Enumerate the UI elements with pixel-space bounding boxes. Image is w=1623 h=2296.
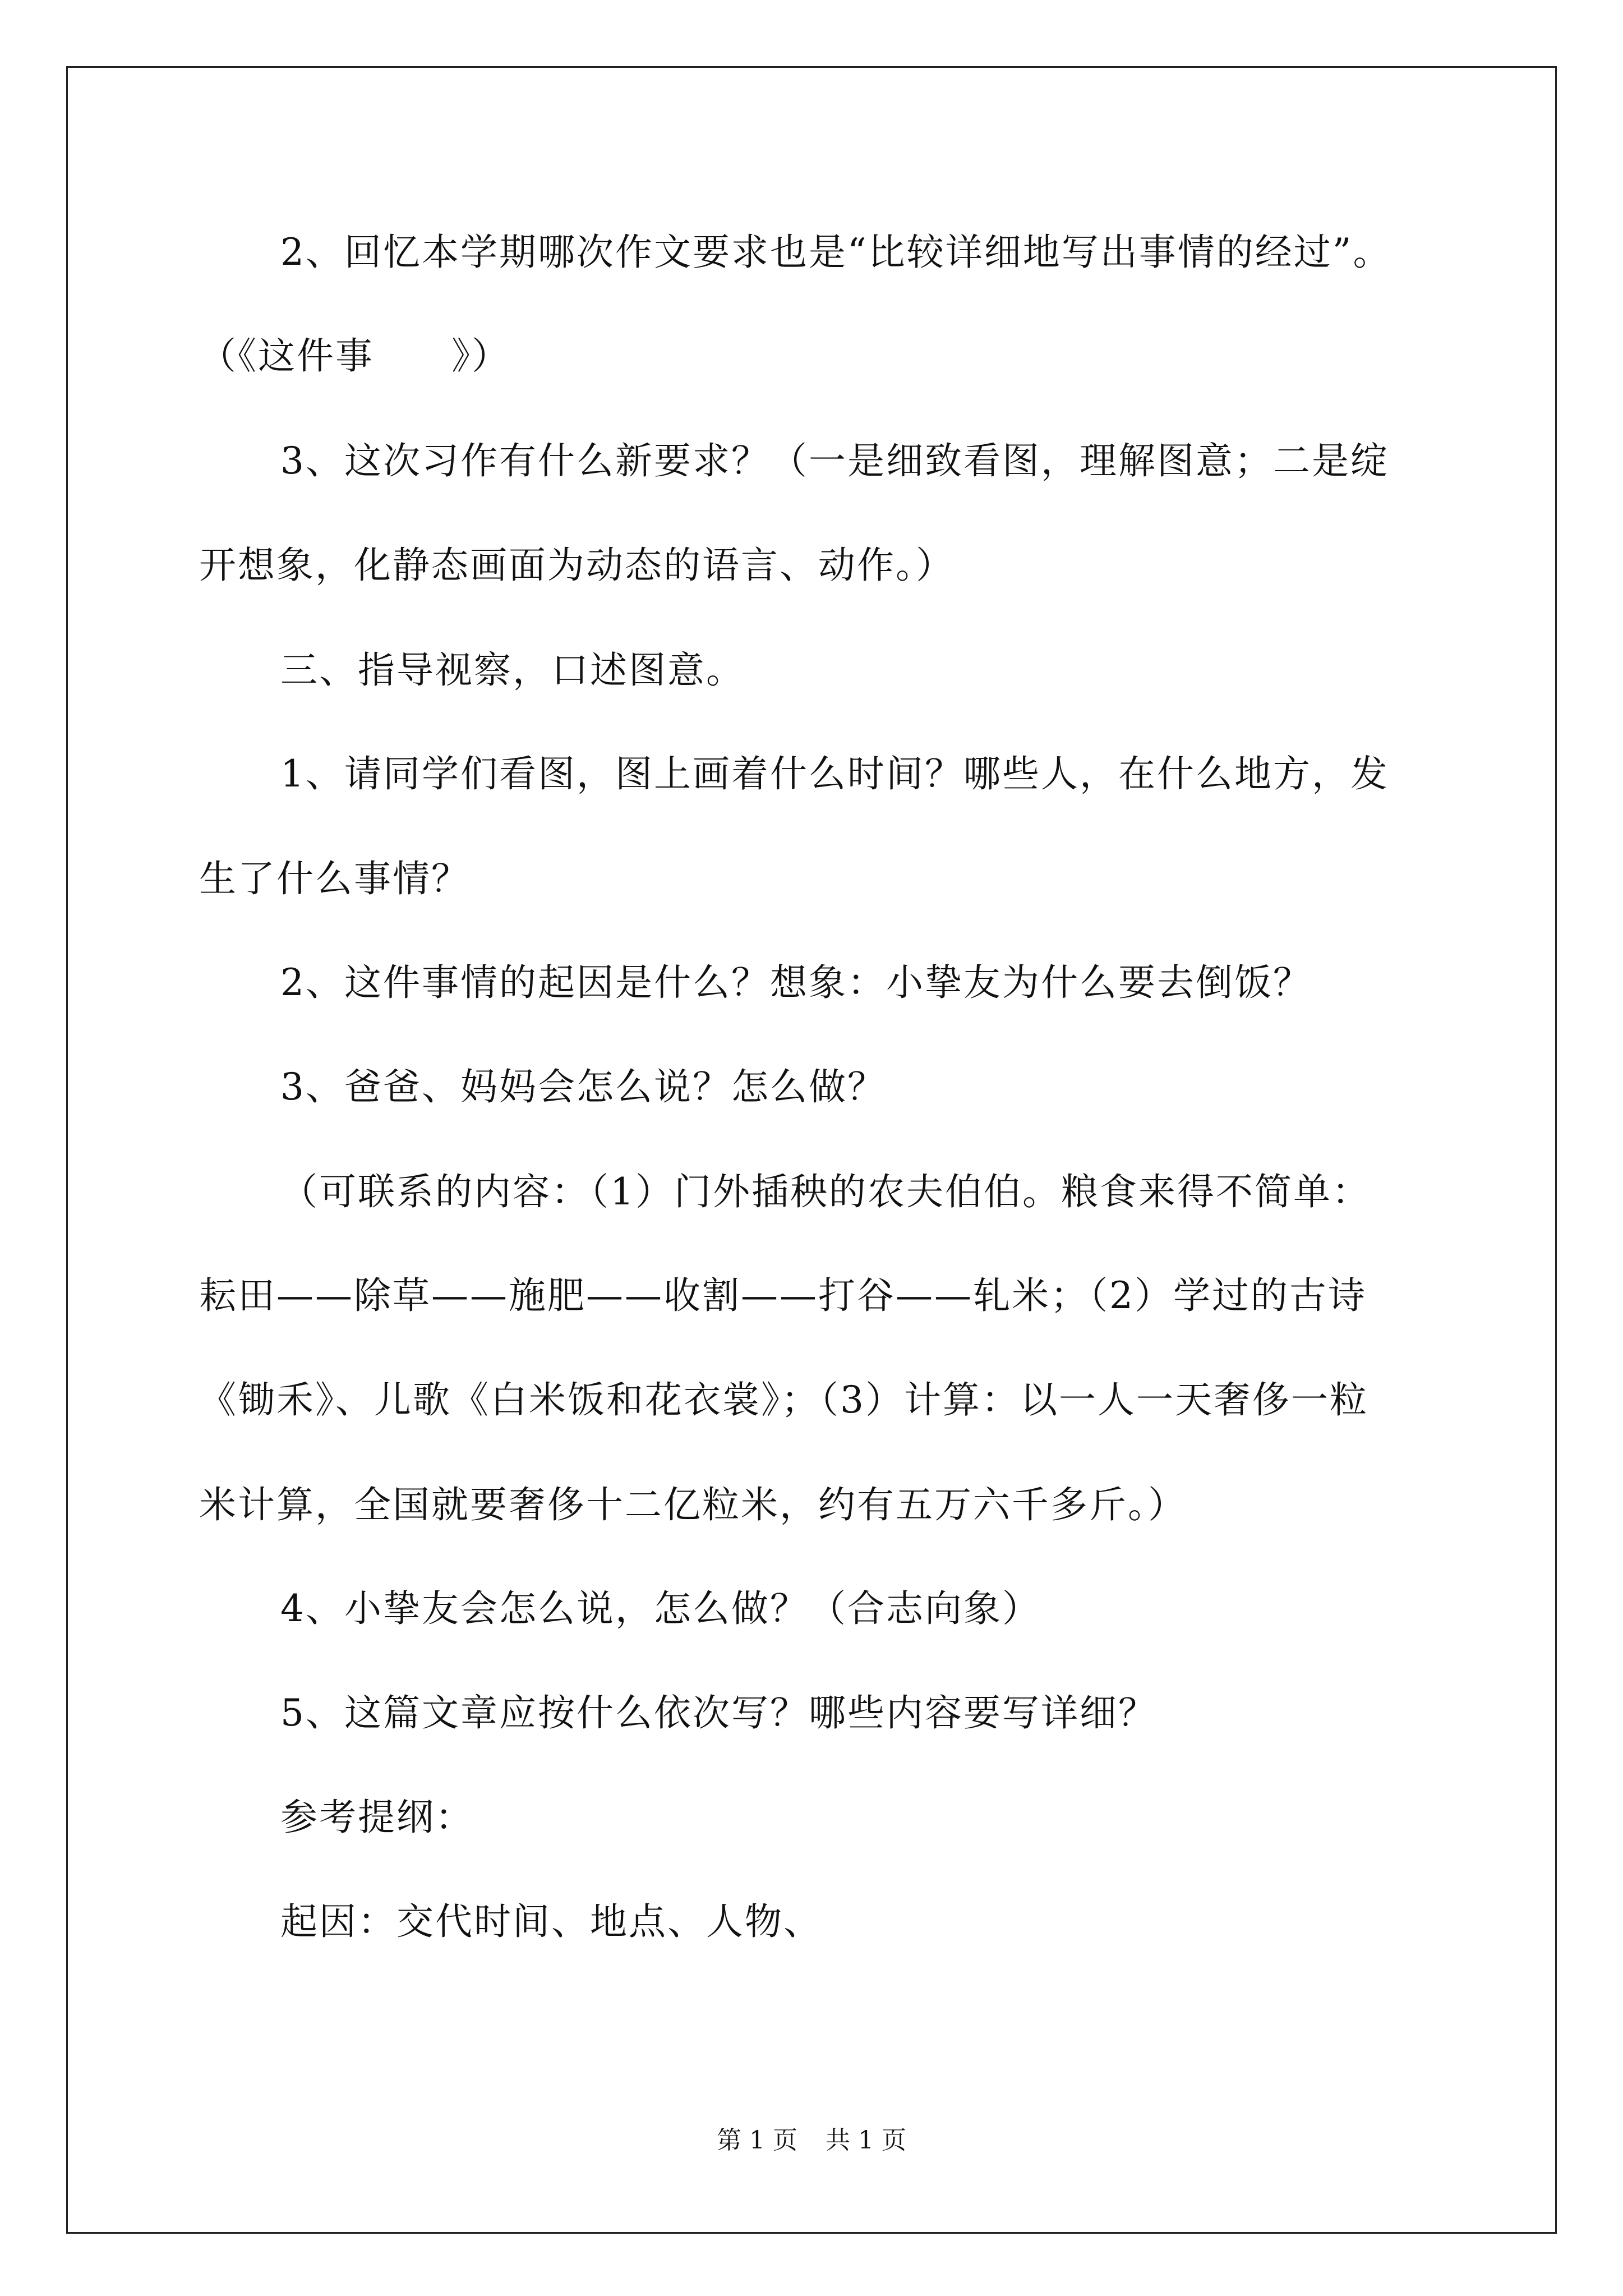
text-line: 开想象，化静态画面为动态的语言、动作。） xyxy=(199,544,955,587)
text-line: 生了什么事情？ xyxy=(199,857,470,900)
text-line: 1、请同学们看图，图上画着什么时间？哪些人，在什么地方，发 xyxy=(280,752,1389,795)
text-line: 米计算，全国就要奢侈十二亿粒米，约有五万六千多斤。） xyxy=(199,1483,1187,1526)
text-line: 2、这件事情的起因是什么？想象：小挚友为什么要去倒饭？ xyxy=(280,961,1312,1004)
text-line: 《锄禾》、儿歌《白米饭和花衣裳》；（3）计算：以一人一天奢侈一粒 xyxy=(199,1378,1368,1421)
text-line: （《这件事 》） xyxy=(199,334,510,378)
text-line: 5、这篇文章应按什么依次写？哪些内容要写详细？ xyxy=(280,1691,1157,1734)
text-line: 起因：交代时间、地点、人物、 xyxy=(280,1900,822,1943)
text-line: 耘田——除草——施肥——收割——打谷——轧米；（2）学过的古诗 xyxy=(199,1274,1367,1317)
text-line: 3、爸爸、妈妈会怎么说？怎么做？ xyxy=(280,1065,886,1108)
page-footer xyxy=(0,2125,1623,2156)
text-line: 3、这次习作有什么新要求？（一是细致看图，理解图意；二是绽 xyxy=(280,439,1389,482)
page-number: 第 1 页 xyxy=(717,2126,797,2155)
text-line: （可联系的内容：（1）门外插秧的农夫伯伯。粮食来得不简单： xyxy=(280,1170,1371,1213)
text-line: 2、回忆本学期哪次作文要求也是“比较详细地写出事情的经过”。 xyxy=(280,231,1392,274)
page-total: 共 1 页 xyxy=(826,2126,906,2155)
text-line: 参考提纲： xyxy=(280,1796,474,1839)
text-line: 4、小挚友会怎么说，怎么做？（合志向象） xyxy=(280,1587,1041,1630)
text-line: 三、指导视察，口述图意。 xyxy=(280,648,745,692)
